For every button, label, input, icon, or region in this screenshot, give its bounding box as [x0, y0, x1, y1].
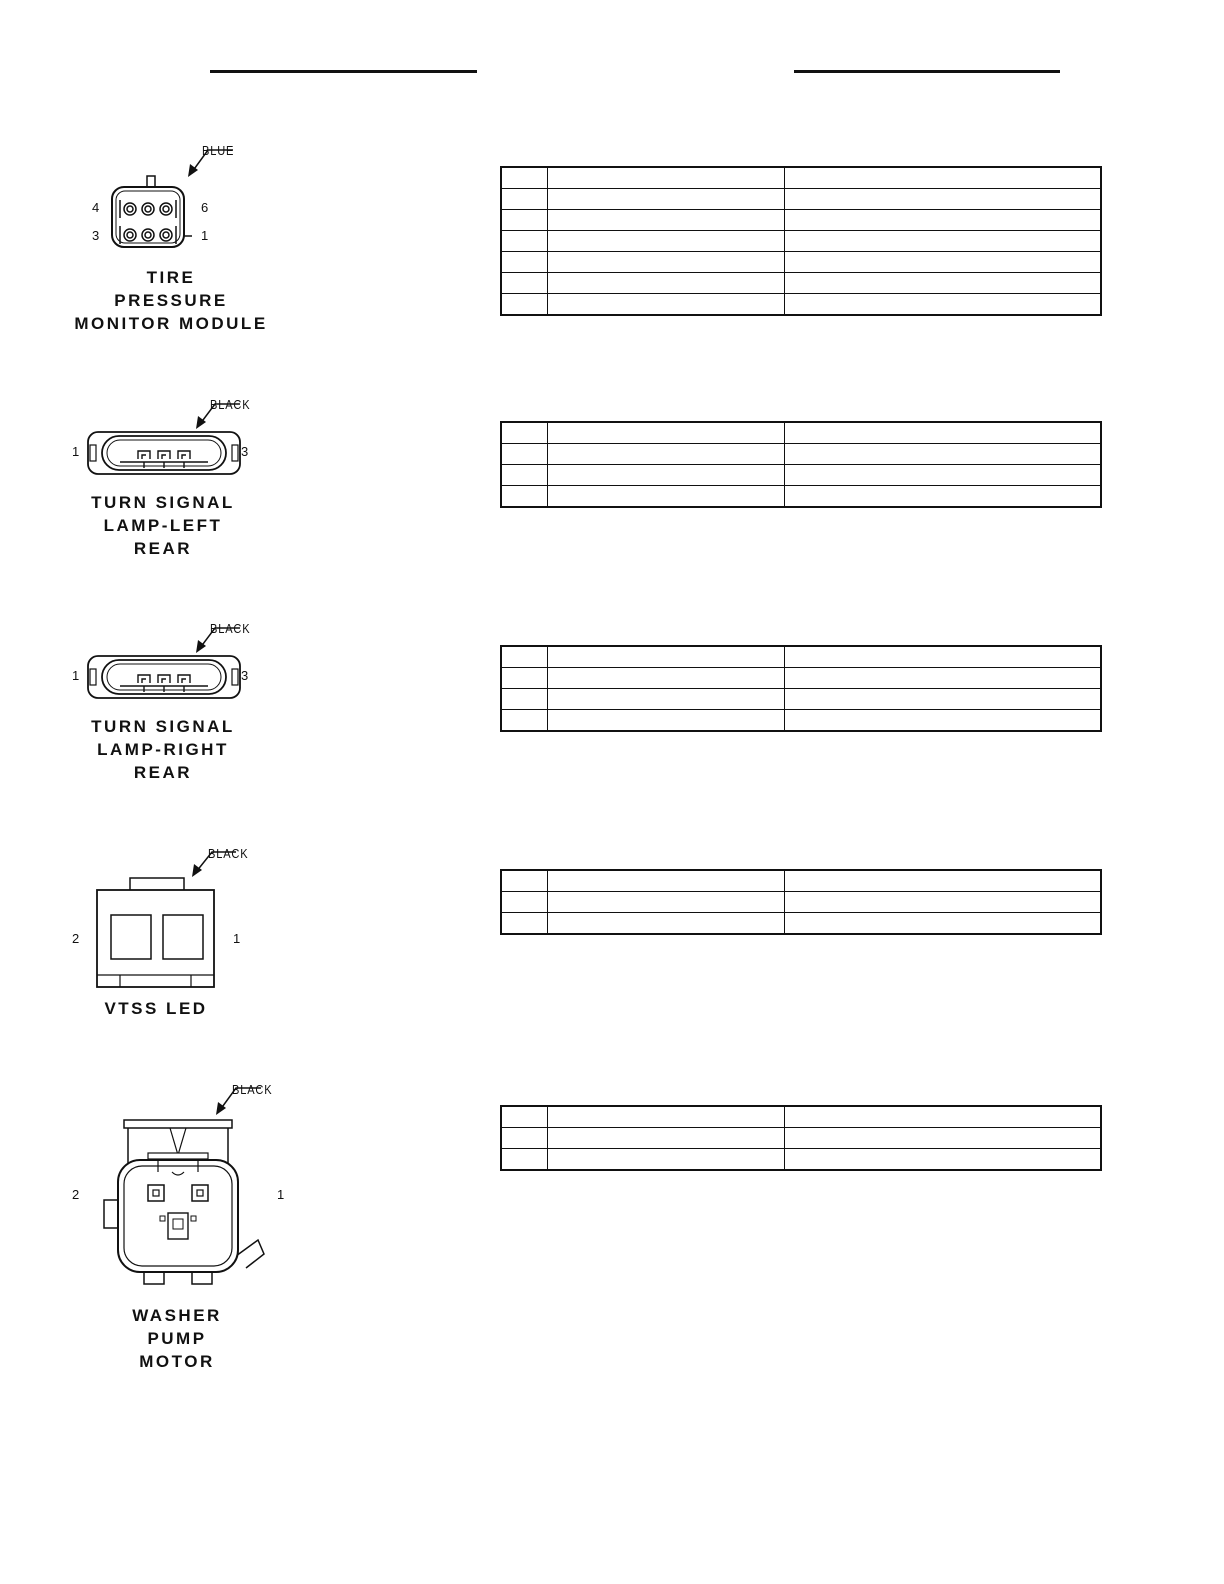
cavity-cell	[501, 1149, 548, 1171]
cavity-cell	[501, 913, 548, 935]
pin-label-1: 1	[201, 228, 209, 243]
function-cell	[785, 252, 1102, 273]
connector-title: TURN SIGNAL LAMP-RIGHT REAR	[91, 717, 235, 782]
function-cell	[785, 689, 1102, 710]
circuit-cell	[548, 1149, 785, 1171]
cavity-cell	[501, 422, 548, 444]
cavity-cell	[501, 646, 548, 668]
pin-label-3: 3	[241, 444, 249, 459]
cavity-cell	[501, 167, 548, 189]
connector-color-label: BLUE	[202, 143, 235, 158]
function-cell	[785, 892, 1102, 913]
function-cell	[785, 465, 1102, 486]
cavity-cell	[501, 465, 548, 486]
connector-color-label: BLACK	[232, 1082, 273, 1097]
pin-table-tire-pressure	[500, 166, 1102, 316]
table-row	[501, 1149, 1101, 1171]
function-cell	[785, 486, 1102, 508]
table-row	[501, 465, 1101, 486]
function-cell	[785, 913, 1102, 935]
table-row	[501, 210, 1101, 231]
pin-table-turn-signal-left	[500, 421, 1102, 508]
function-cell	[785, 231, 1102, 252]
cavity-cell	[501, 870, 548, 892]
circuit-cell	[548, 892, 785, 913]
function-cell	[785, 422, 1102, 444]
cavity-cell	[501, 210, 548, 231]
circuit-cell	[548, 1128, 785, 1149]
pin-label-3: 3	[241, 668, 249, 683]
pin-table-vtss-led	[500, 869, 1102, 935]
cavity-cell	[501, 231, 548, 252]
connector-color-label: BLACK	[210, 621, 251, 636]
function-cell	[785, 444, 1102, 465]
connector-title: WASHER PUMP MOTOR	[132, 1306, 222, 1371]
function-cell	[785, 1128, 1102, 1149]
cavity-cell	[501, 1106, 548, 1128]
cavity-cell	[501, 294, 548, 316]
circuit-cell	[548, 689, 785, 710]
cavity-cell	[501, 892, 548, 913]
table-row	[501, 870, 1101, 892]
circuit-cell	[548, 444, 785, 465]
function-cell	[785, 189, 1102, 210]
washer-pump-connector-drawing	[40, 0, 340, 1300]
cavity-cell	[501, 273, 548, 294]
circuit-cell	[548, 422, 785, 444]
pin-label-1: 1	[72, 668, 80, 683]
pin-label-3: 3	[92, 228, 100, 243]
table-row	[501, 189, 1101, 210]
function-cell	[785, 646, 1102, 668]
circuit-cell	[548, 167, 785, 189]
table-row	[501, 252, 1101, 273]
pin-label-1: 1	[72, 444, 80, 459]
function-cell	[785, 210, 1102, 231]
cavity-cell	[501, 668, 548, 689]
circuit-cell	[548, 870, 785, 892]
table-row	[501, 892, 1101, 913]
cavity-cell	[501, 486, 548, 508]
circuit-cell	[548, 1106, 785, 1128]
connector-title: VTSS LED	[104, 999, 208, 1018]
cavity-cell	[501, 1128, 548, 1149]
connector-color-label: BLACK	[210, 397, 251, 412]
cavity-cell	[501, 189, 548, 210]
pin-label-1: 1	[233, 931, 241, 946]
pin-label-4: 4	[92, 200, 100, 215]
circuit-cell	[548, 486, 785, 508]
function-cell	[785, 1149, 1102, 1171]
pin-label-1: 1	[277, 1187, 285, 1202]
connector-title: TIRE PRESSURE MONITOR MODULE	[74, 268, 268, 333]
header-rule-right	[794, 70, 1060, 73]
table-row	[501, 486, 1101, 508]
cavity-cell	[501, 689, 548, 710]
function-cell	[785, 294, 1102, 316]
cavity-cell	[501, 444, 548, 465]
table-row	[501, 668, 1101, 689]
connector-color-label: BLACK	[208, 846, 249, 861]
pin-table-turn-signal-right	[500, 645, 1102, 732]
pin-label-2: 2	[72, 1187, 80, 1202]
pin-table-washer-pump	[500, 1105, 1102, 1171]
circuit-cell	[548, 646, 785, 668]
circuit-cell	[548, 710, 785, 732]
table-row	[501, 1106, 1101, 1128]
circuit-cell	[548, 668, 785, 689]
function-cell	[785, 870, 1102, 892]
circuit-cell	[548, 465, 785, 486]
table-row	[501, 231, 1101, 252]
table-row	[501, 167, 1101, 189]
function-cell	[785, 273, 1102, 294]
circuit-cell	[548, 273, 785, 294]
circuit-cell	[548, 231, 785, 252]
table-row	[501, 689, 1101, 710]
function-cell	[785, 1106, 1102, 1128]
pin-label-6: 6	[201, 200, 209, 215]
table-row	[501, 646, 1101, 668]
pin-label-2: 2	[72, 931, 80, 946]
cavity-cell	[501, 710, 548, 732]
table-row	[501, 913, 1101, 935]
table-row	[501, 294, 1101, 316]
circuit-cell	[548, 294, 785, 316]
table-row	[501, 1128, 1101, 1149]
table-row	[501, 273, 1101, 294]
circuit-cell	[548, 210, 785, 231]
function-cell	[785, 167, 1102, 189]
connector-title: TURN SIGNAL LAMP-LEFT REAR	[91, 493, 235, 558]
table-row	[501, 422, 1101, 444]
function-cell	[785, 668, 1102, 689]
circuit-cell	[548, 189, 785, 210]
circuit-cell	[548, 252, 785, 273]
table-row	[501, 710, 1101, 732]
function-cell	[785, 710, 1102, 732]
table-row	[501, 444, 1101, 465]
circuit-cell	[548, 913, 785, 935]
cavity-cell	[501, 252, 548, 273]
